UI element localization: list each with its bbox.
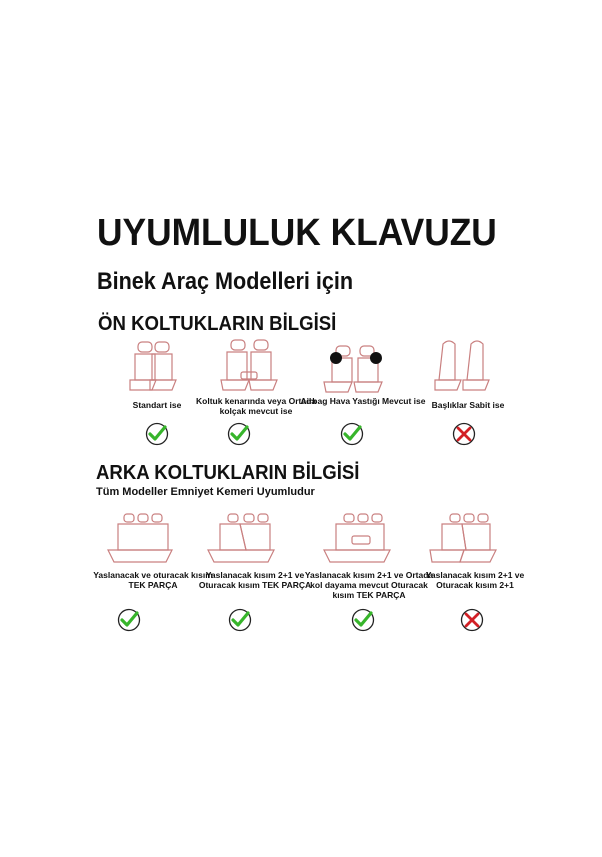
rear-section-note: Tüm Modeller Emniyet Kemeri Uyumludur [96,486,315,498]
rear-item-caption: Yaslanacak kısım 2+1 ve Ortada kol dayama mevcut Oturacak kısım TEK PARÇA [304,570,434,600]
front-section-title: ÖN KOLTUKLARIN BİLGİSİ [98,313,337,335]
rear-item-caption: Yaslanacak ve oturacak kısım TEK PARÇA [93,570,213,590]
rear-seat-single-piece-icon [98,510,188,570]
page-title: UYUMLULUK KLAVUZU [97,212,497,254]
rear-seat-split-armrest-icon [314,510,404,570]
rear-section-title: ARKA KOLTUKLARIN BİLGİSİ [96,462,360,484]
front-seat-standard-icon [102,336,192,396]
cross-icon [460,608,484,632]
check-icon [340,422,364,446]
rear-seat-fully-split-icon [420,510,510,570]
front-seat-armrest-icon [201,336,291,396]
check-icon [145,422,169,446]
front-seat-airbag-icon [308,336,398,396]
front-item-caption: Airbag Hava Yastığı Mevcut ise [300,396,426,406]
page-subtitle: Binek Araç Modelleri için [97,268,354,295]
front-item-caption: Standart ise [132,400,182,410]
rear-seat-split-back-icon [200,510,290,570]
rear-item-caption: Yaslanacak kısım 2+1 ve Oturacak kısım 2+1 [425,570,525,590]
check-icon [228,608,252,632]
check-icon [351,608,375,632]
front-item-caption: Koltuk kenarında veya Ortada kolçak mevcut ise [196,396,316,416]
cross-icon [452,422,476,446]
check-icon [117,608,141,632]
front-item-caption: Başlıklar Sabit ise [431,400,505,410]
front-seat-fixed-headrest-icon [413,336,503,396]
check-icon [227,422,251,446]
rear-item-caption: Yaslanacak kısım 2+1 ve Oturacak kısım TEK PARÇA [198,570,312,590]
